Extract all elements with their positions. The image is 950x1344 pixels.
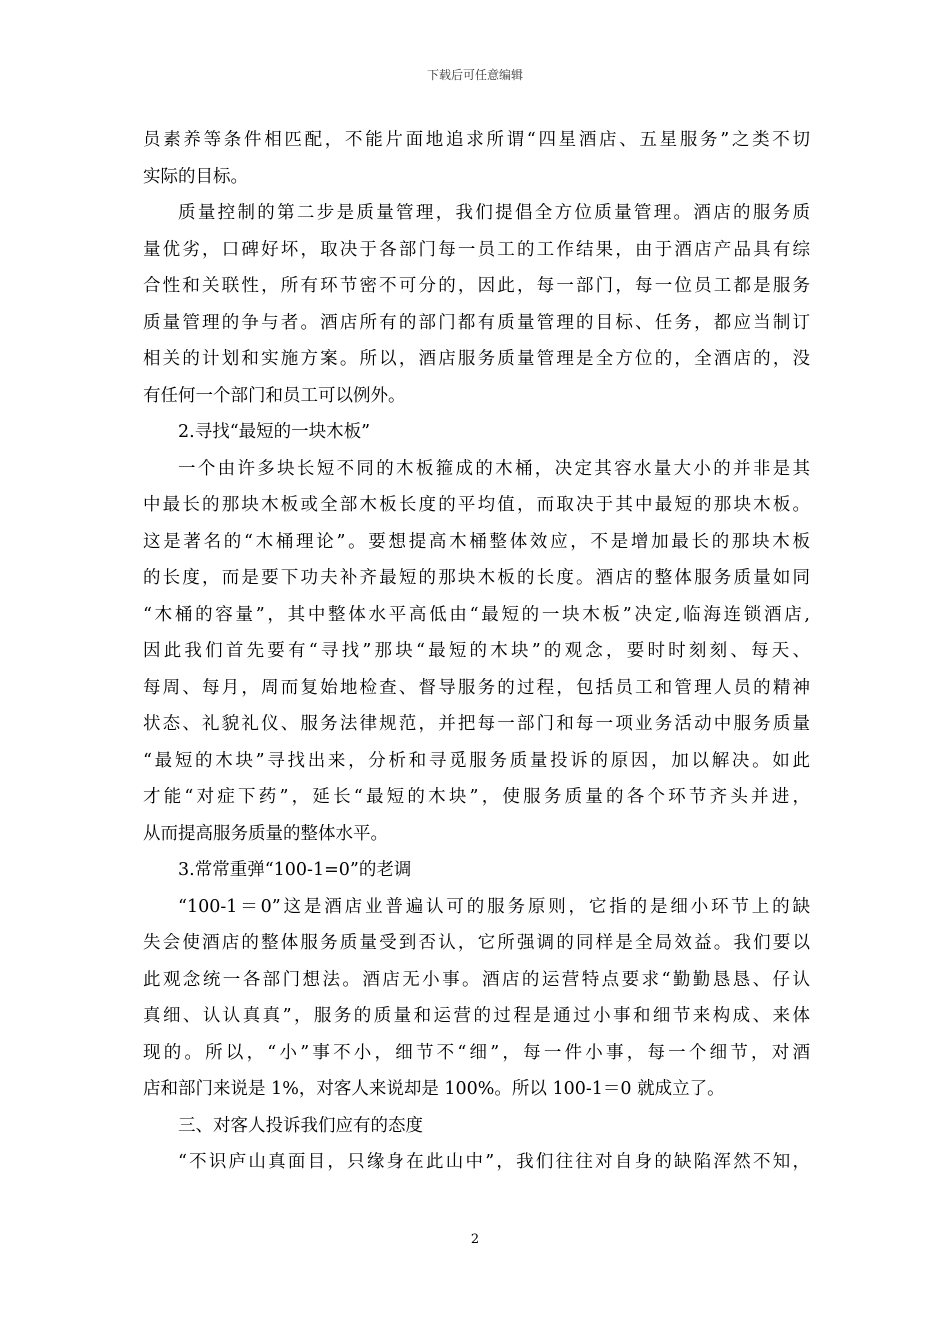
text-line: 此观念统一各部门想法。酒店无小事。酒店的运营特点要求“勤勤恳恳、仔认 — [143, 969, 810, 990]
text-line: 状态、礼貌礼仪、服务法律规范，并把每一部门和每一项业务活动中服务质量 — [143, 714, 810, 734]
text-line: 2.寻找“最短的一块木板” — [178, 422, 371, 442]
text-line: 三、对客人投诉我们应有的态度 — [178, 1115, 423, 1136]
text-line: 量优劣，口碑好坏，取决于各部门每一员工的工作结果，由于酒店产品具有综 — [143, 239, 810, 260]
text-line: 员素养等条件相匹配，不能片面地追求所谓“四星酒店、五星服务”之类不切 — [143, 130, 810, 150]
text-line: “最短的木块”寻找出来，分析和寻觅服务质量投诉的原因，加以解决。如此 — [143, 750, 810, 771]
text-line: “木桶的容量”，其中整体水平高低由“最短的一块木板”决定,临海连锁酒店, — [143, 604, 810, 625]
text-line: 一个由许多块长短不同的木板箍成的木桶，决定其容水量大小的并非是其 — [178, 458, 810, 479]
text-line: 现的。所以，“小”事不小，细节不“细”，每一件小事，每一个细节，对酒 — [143, 1042, 810, 1063]
text-line: 质量控制的第二步是质量管理，我们提倡全方位质量管理。酒店的服务质 — [178, 203, 810, 223]
page-number: 2 — [470, 1232, 480, 1247]
text-line: 失会使酒店的整体服务质量受到否认，它所强调的同样是全局效益。我们要以 — [143, 933, 810, 953]
text-line: 质量管理的争与者。酒店所有的部门都有质量管理的目标、任务，都应当制订 — [143, 312, 810, 333]
text-line: 这是著名的“木桶理论”。要想提高木桶整体效应，不是增加最长的那块木板 — [143, 531, 810, 552]
text-line: 有任何一个部门和员工可以例外。 — [143, 385, 406, 406]
text-line: “100-1＝0”这是酒店业普遍认可的服务原则，它指的是细小环节上的缺 — [178, 896, 810, 917]
text-line: 因此我们首先要有“寻找”那块“最短的木块”的观念，要时时刻刻、每天、 — [143, 641, 810, 661]
text-line: 真细、认认真真”，服务的质量和运营的过程是通过小事和细节来构成、来体 — [143, 1006, 810, 1026]
text-line: 中最长的那块木板或全部木板长度的平均值，而取决于其中最短的那块木板。 — [143, 495, 810, 515]
text-line: 相关的计划和实施方案。所以，酒店服务质量管理是全方位的，全酒店的，没 — [143, 349, 810, 369]
text-line: 合性和关联性，所有环节密不可分的，因此，每一部门，每一位员工都是服务 — [143, 276, 810, 296]
text-line: 才能“对症下药”，延长“最短的木块”，使服务质量的各个环节齐头并进， — [143, 787, 810, 807]
text-line: 3.常常重弹“100-1=0”的老调 — [178, 860, 412, 880]
text-line: 实际的目标。 — [143, 166, 248, 187]
page-header: 下载后可任意编辑 — [426, 68, 523, 82]
text-line: “不识庐山真面目，只缘身在此山中”，我们往往对自身的缺陷浑然不知， — [178, 1152, 810, 1172]
text-line: 从而提高服务质量的整体水平。 — [143, 823, 388, 844]
text-line: 的长度，而是要下功夫补齐最短的那块木板的长度。酒店的整体服务质量如同 — [143, 568, 810, 588]
text-line: 店和部门来说是 1%，对客人来说却是 100%。所以 100-1＝0 就成立了。 — [143, 1079, 725, 1099]
document-body — [143, 122, 810, 1181]
text-line: 每周、每月，周而复始地检查、督导服务的过程，包括员工和管理人员的精神 — [143, 677, 810, 698]
